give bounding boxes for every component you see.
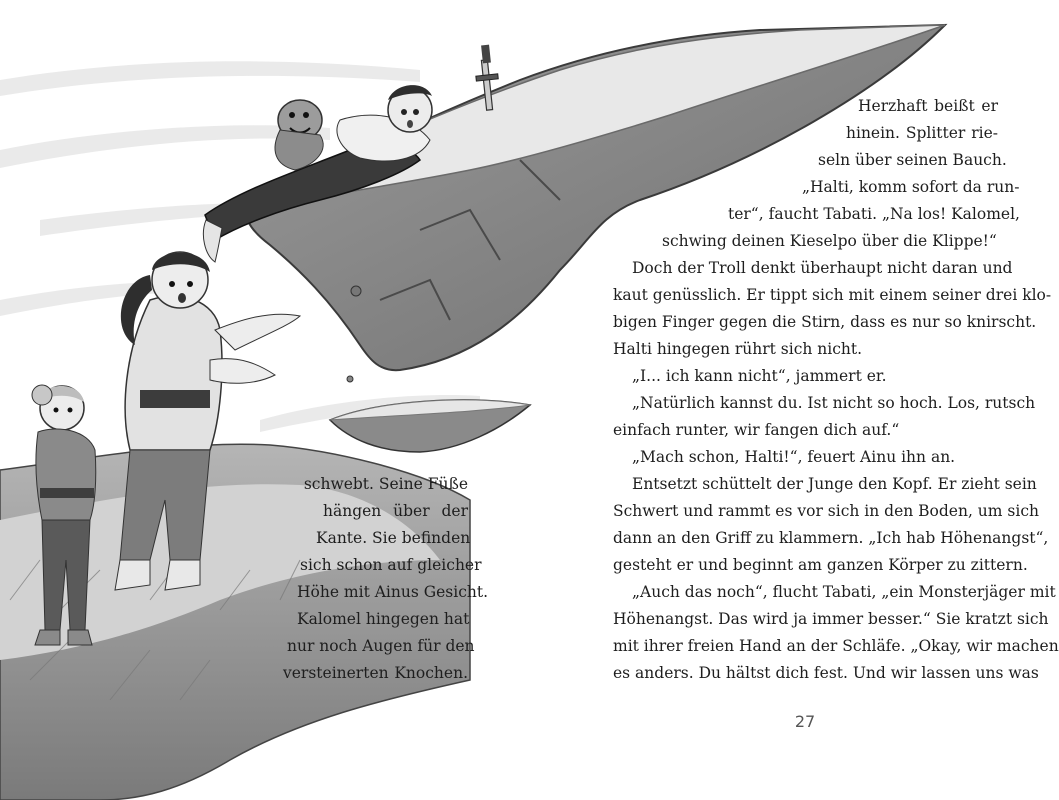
text-line: seln über seinen Bauch. (818, 151, 1007, 169)
wrap-line: sich schon auf gleicher (300, 556, 482, 574)
text-line: gesteht er und beginnt am ganzen Körper zu zittern. (613, 556, 1028, 574)
text-line: Höhenangst. Das wird ja immer besser.“ Sie kratzt sich (613, 610, 1049, 628)
text-line: „I... ich kann nicht“, jammert er. (632, 367, 887, 385)
text-line: ter“, faucht Tabati. „Na los! Kalomel, (728, 205, 1020, 223)
wrap-line: Höhe mit Ainus Gesicht. (297, 583, 489, 601)
wrap-line: nur noch Augen für den (287, 637, 475, 655)
text-line: „Mach schon, Halti!“, feuert Ainu ihn an. (632, 448, 956, 466)
text-line: „Halti, komm sofort da run- (802, 178, 1020, 196)
text-line: hinein. Splitter rie- (846, 124, 998, 142)
wrap-line: Kalomel hingegen hat (297, 610, 470, 628)
text-line: Entsetzt schüttelt der Junge den Kopf. Er zieht sein (632, 475, 1037, 493)
text-line: „Natürlich kannst du. Ist nicht so hoch. Los, rutsch (632, 394, 1036, 412)
text-line: dann an den Griff zu klammern. „Ich hab Höhenangst“, (613, 529, 1049, 547)
wrap-line: schwebt. Seine Füße (303, 475, 468, 493)
text-line: kaut genüsslich. Er tippt sich mit einem seiner drei klo- (613, 286, 1052, 304)
text-line: es anders. Du hältst dich fest. Und wir lassen uns was (613, 664, 1039, 682)
text-line: Herzhaft beißt er (858, 97, 998, 115)
text-line: Halti hingegen rührt sich nicht. (613, 340, 863, 358)
text-line: Doch der Troll denkt überhaupt nicht daran und (632, 259, 1013, 277)
text-line: einfach runter, wir fangen dich auf.“ (613, 421, 900, 439)
text-line: „Auch das noch“, flucht Tabati, „ein Monsterjäger mit (632, 583, 1056, 601)
wrap-line: hängen über der (323, 502, 468, 520)
text-line: bigen Finger gegen die Stirn, dass es nur so knirscht. (613, 313, 1037, 331)
page-number: 27 (794, 712, 816, 731)
text-line: schwing deinen Kieselpo über die Klippe!“ (662, 232, 997, 250)
troll-kalomel (275, 100, 323, 170)
wrap-line: versteinerten Knochen. (283, 664, 468, 682)
text-line: mit ihrer freien Hand an der Schläfe. „Okay, wir machen (613, 637, 1059, 655)
wrap-line: Kante. Sie befinden (316, 529, 471, 547)
text-line: Schwert und rammt es vor sich in den Boden, um sich (613, 502, 1039, 520)
